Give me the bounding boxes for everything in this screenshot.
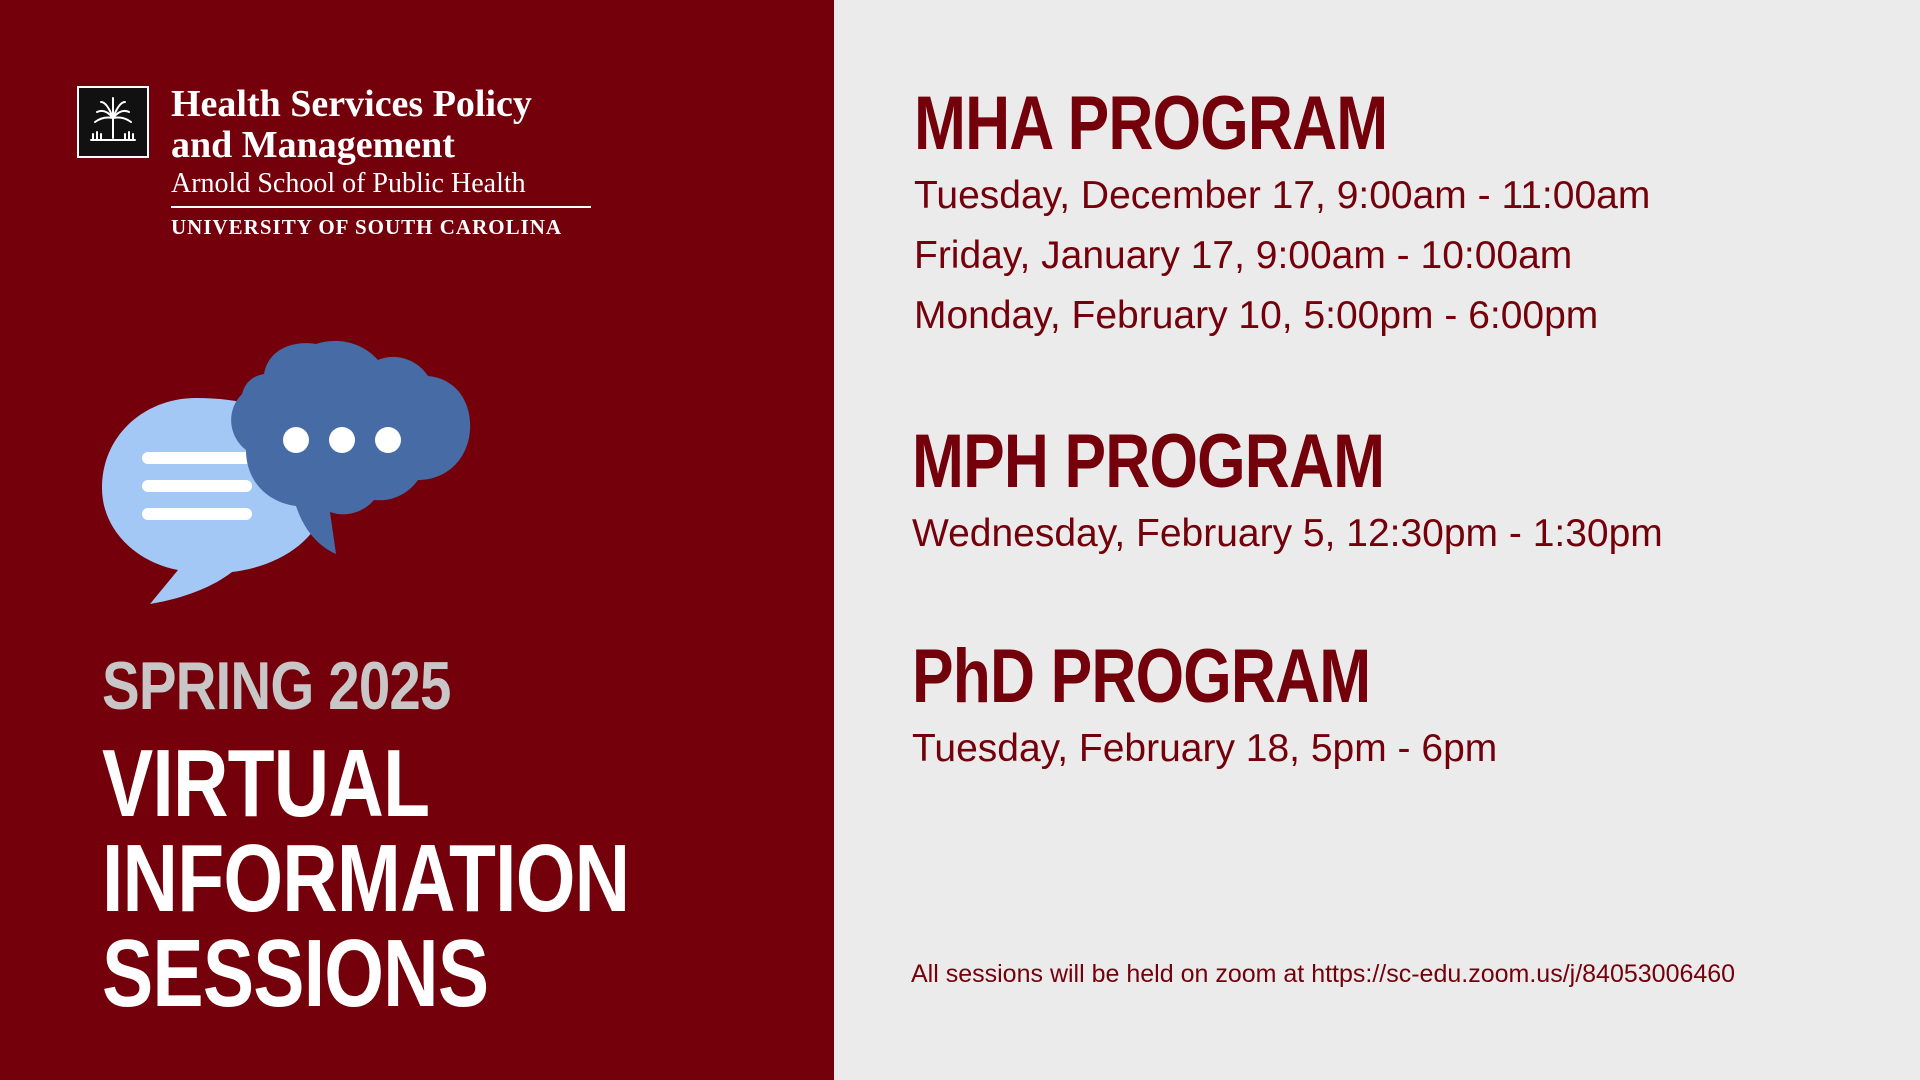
program-title: MHA PROGRAM [914,81,1388,166]
session-item: Friday, January 17, 9:00am - 10:00am [914,234,1573,277]
session-item: Tuesday, February 18, 5pm - 6pm [912,727,1498,770]
school-name: Arnold School of Public Health [171,168,526,199]
season-label: SPRING 2025 [102,648,451,724]
chat-bubbles-icon [96,340,476,615]
session-item: Wednesday, February 5, 12:30pm - 1:30pm [912,512,1663,555]
title-line-2: INFORMATION [102,825,630,932]
logo-divider [171,206,591,208]
title-line-1: VIRTUAL [102,730,430,837]
right-panel [834,0,1920,1080]
session-item: Monday, February 10, 5:00pm - 6:00pm [914,294,1599,337]
palmetto-tree-icon [77,86,149,158]
department-name: Health Services Policy [171,83,532,125]
program-mha [914,82,1650,346]
program-mph [912,420,1663,564]
program-title: PhD PROGRAM [912,634,1371,719]
program-phd [912,635,1497,779]
logo-text [171,84,691,240]
university-name: UNIVERSITY OF SOUTH CAROLINA [171,215,563,239]
title-line-3: SESSIONS [102,920,489,1027]
program-title: MPH PROGRAM [912,419,1385,504]
left-panel [0,0,834,1080]
zoom-link-note: All sessions will be held on zoom at https://sc-edu.zoom.us/j/84053006460 [911,960,1736,988]
department-name-line2: and Management [171,124,455,166]
session-item: Tuesday, December 17, 9:00am - 11:00am [914,174,1651,217]
page-title [102,730,630,1027]
